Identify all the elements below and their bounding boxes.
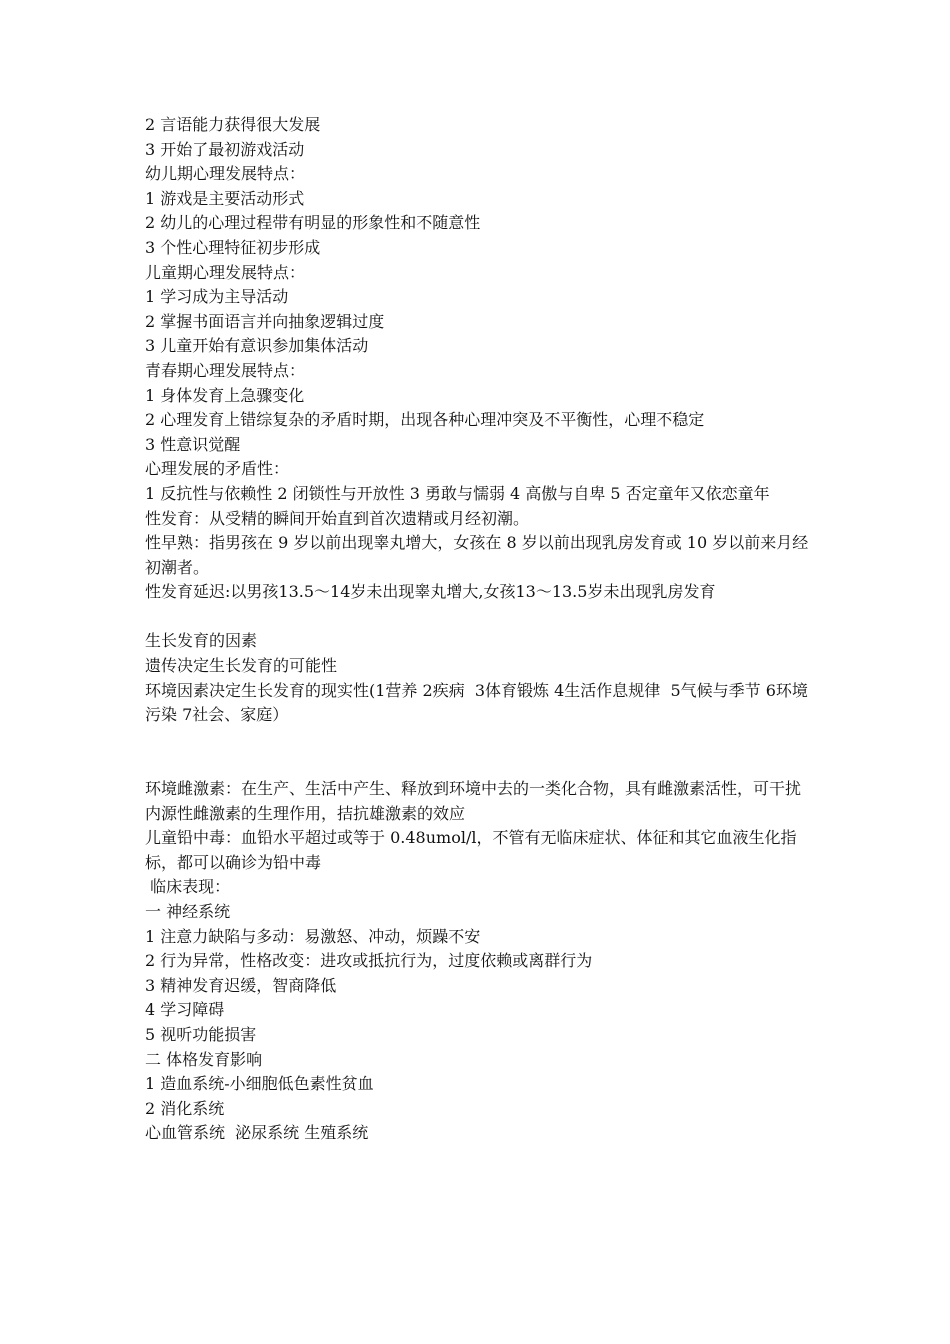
section-heading: 青春期心理发展特点： bbox=[145, 360, 306, 380]
text-line: 1 注意力缺陷与多动：易激怒、冲动，烦躁不安 bbox=[145, 926, 481, 946]
text-line: 3 精神发育迟缓，智商降低 bbox=[145, 975, 337, 995]
text-line: 5 视听功能损害 bbox=[145, 1024, 257, 1044]
section-heading: 临床表现： bbox=[145, 877, 231, 897]
text-line: 4 学习障碍 bbox=[145, 1000, 225, 1020]
text-line: 2 行为异常，性格改变：进攻或抵抗行为，过度依赖或离群行为 bbox=[145, 951, 593, 971]
text-line: 3 性意识觉醒 bbox=[145, 434, 241, 454]
definition-line: 儿童铅中毒：血铅水平超过或等于 0.48umol/l，不管有无临床症状、体征和其它血液生化指标，都可以确诊为铅中毒 bbox=[145, 828, 797, 872]
definition-line: 性发育：从受精的瞬间开始直到首次遗精或月经初潮。 bbox=[145, 508, 530, 528]
text-line: 环境因素决定生长发育的现实性(1营养 2疾病 3体育锻炼 4生活作息规律 5气候与季节 6环境污染 7社会、家庭） bbox=[145, 680, 808, 725]
definition-line: 性早熟：指男孩在 9 岁以前出现睾丸增大，女孩在 8 岁以前出现乳房发育或 10 岁以前来月经初潮者。 bbox=[145, 533, 809, 577]
text-line: 1 造血系统-小细胞低色素性贫血 bbox=[145, 1074, 374, 1094]
section-heading: 幼儿期心理发展特点： bbox=[145, 164, 306, 184]
blank-line bbox=[145, 728, 815, 753]
section-heading: 儿童期心理发展特点： bbox=[145, 262, 306, 282]
subsection-heading: 二 体格发育影响 bbox=[145, 1049, 263, 1069]
text-line: 2 掌握书面语言并向抽象逻辑过度 bbox=[145, 311, 385, 331]
section-heading: 心理发展的矛盾性： bbox=[145, 459, 290, 479]
text-line: 1 游戏是主要活动形式 bbox=[145, 188, 305, 208]
text-line: 3 开始了最初游戏活动 bbox=[145, 139, 305, 159]
text-line: 3 个性心理特征初步形成 bbox=[145, 237, 321, 257]
definition-line: 环境雌激素：在生产、生活中产生、释放到环境中去的一类化合物，具有雌激素活性，可干扰内源性雌激素的生理作用，拮抗雄激素的效应 bbox=[145, 779, 802, 823]
blank-line bbox=[145, 605, 815, 630]
subsection-heading: 一 神经系统 bbox=[145, 902, 231, 921]
text-line: 2 消化系统 bbox=[145, 1098, 225, 1118]
section-heading: 生长发育的因素 bbox=[145, 631, 258, 651]
text-line: 心血管系统 泌尿系统 生殖系统 bbox=[145, 1123, 369, 1143]
text-line: 1 反抗性与依赖性 2 闭锁性与开放性 3 勇敢与懦弱 4 高傲与自卑 5 否定童年又依恋童年 bbox=[145, 483, 770, 503]
blank-line bbox=[145, 752, 815, 777]
text-line: 2 心理发育上错综复杂的矛盾时期，出现各种心理冲突及不平衡性，心理不稳定 bbox=[145, 410, 705, 430]
definition-line: 性发育延迟:以男孩13.5～14岁未出现睾丸增大,女孩13～13.5岁未出现乳房发育 bbox=[145, 582, 716, 602]
document-body bbox=[145, 113, 815, 1146]
text-line: 3 儿童开始有意识参加集体活动 bbox=[145, 336, 369, 356]
text-line: 1 学习成为主导活动 bbox=[145, 287, 289, 307]
text-line: 遗传决定生长发育的可能性 bbox=[145, 656, 338, 676]
text-line: 2 幼儿的心理过程带有明显的形象性和不随意性 bbox=[145, 213, 481, 233]
text-line: 2 言语能力获得很大发展 bbox=[145, 115, 321, 134]
text-line: 1 身体发育上急骤变化 bbox=[145, 385, 305, 405]
